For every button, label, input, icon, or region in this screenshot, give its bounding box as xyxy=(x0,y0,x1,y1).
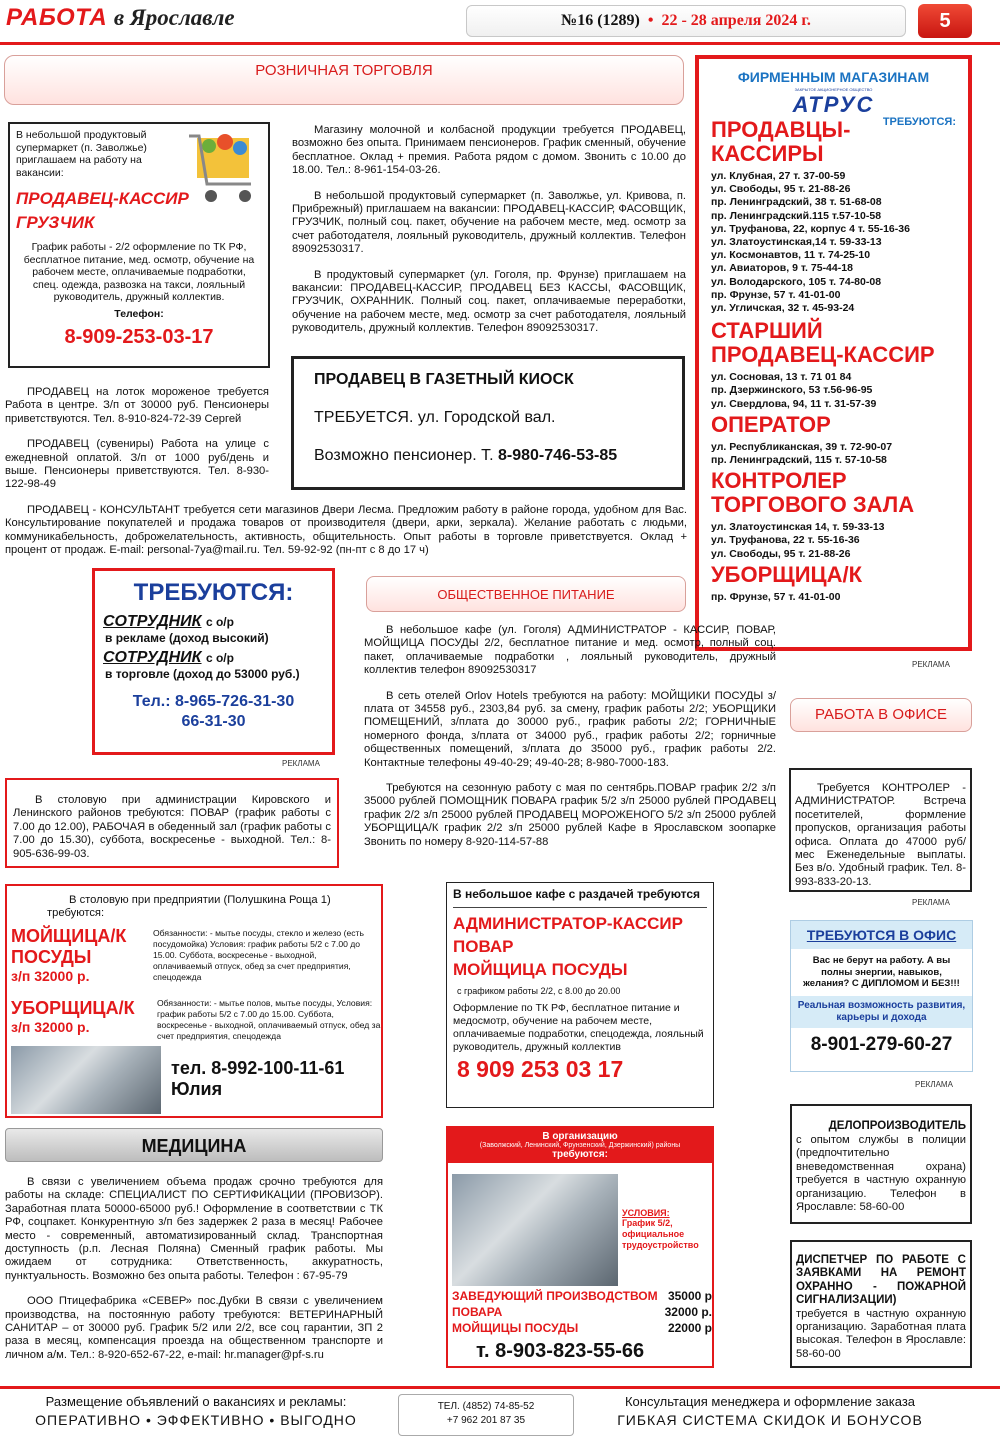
kitchen-photo xyxy=(11,1046,161,1114)
reklama-label: РЕКЛАМА xyxy=(912,898,950,907)
office-phone: 8-901-279-60-27 xyxy=(810,1033,953,1055)
atrus-group xyxy=(711,469,956,561)
ad-clerk: ДЕЛОПРОИЗВОДИТЕЛЬ с опытом службы в полиции (предпочтительно вневедомственная охрана) требуется в частную охранную организацию. Телефон в Ярославле: 58-60-00 xyxy=(790,1104,972,1224)
ad-cafe-gogol: В небольшое кафе (ул. Гоголя) АДМИНИСТРАТОР - КАССИР, ПОВАР, МОЙЩИЦА ПОСУДЫ 2/2, бесплатное питание и мед. осмотр, полный соц. пакет, оплачиваемые подработки , лояльный руководитель, дружный коллектив телефон 89092530317 xyxy=(364,624,776,677)
atrus-address: ул. Республиканская, 39 т. 72-90-07 xyxy=(711,440,893,453)
footer: Размещение объявлений о вакансиях и рекламы: ОПЕРАТИВНО • ЭФФЕКТИВНО • ВЫГОДНО ТЕЛ. (4852) 74-85-52 +7 962 201 87 35 Консультация менеджера и оформление заказа ГИБКАЯ СИСТЕМА СКИДОК И БОНУСОВ xyxy=(0,1386,1000,1440)
wanted-phone-1: Тел.: 8-965-726-31-30 xyxy=(132,693,295,710)
atrus-group-title: УБОРЩИЦА/К xyxy=(711,561,863,587)
reklama-label: РЕКЛАМА xyxy=(912,660,950,669)
atrus-address: пр. Дзержинского, 53 т.56-96-95 xyxy=(711,384,873,397)
atrus-group-title: СТАРШИЙ ПРОДАВЕЦ-КАССИР xyxy=(711,318,935,368)
cooks-photo xyxy=(452,1174,618,1286)
ad-kirov-canteen: В столовую при администрации Кировского и Ленинского районов требуются: ПОВАР (график работы с 7.00 до 12.00), РАБОЧАЯ в обеденный зал (график работы с 7.00 до 15.30), суббота, воскресенье - выходной. Тел.: 8-905-636-99-03. xyxy=(5,778,339,868)
atrus-group xyxy=(711,563,956,604)
atrus-address: ул. Клубная, 27 т. 37-00-59 xyxy=(711,170,846,182)
atrus-group-title: ОПЕРАТОР xyxy=(711,411,831,437)
atrus-address: ул. Сосновая, 13 т. 71 01 84 xyxy=(711,371,852,384)
small-cafe-phone: 8 909 253 03 17 xyxy=(457,1056,624,1082)
org-phone: т. 8-903-823-55-66 xyxy=(476,1340,645,1362)
ad-supermarket-2: В небольшой продуктовый супермаркет (п. Заволжье, ул. Кривова, п. Прибрежный) приглашаем на вакансии: ПРОДАВЕЦ-КАССИР, ФАСОВЩИК, ГРУЗЧИК, полный соц. пакет, обучение на рабочем месте, мед. осмотр за счет работодателя, лояльный руководитель, дружный коллектив. Телефон 89092530317. xyxy=(292,189,686,256)
ad-dispatch: ДИСПЕТЧЕР ПО РАБОТЕ С ЗАЯВКАМИ НА РЕМОНТ ОХРАННО - ПОЖАРНОЙ СИГНАЛИЗАЦИИ) требуется в частную охранную организацию. Заработная плата высокая. Телефон в Ярославле: 58-60-00 xyxy=(790,1240,972,1368)
wanted-row-2: СОТРУДНИК с о/р xyxy=(103,649,234,666)
wanted-title: ТРЕБУЮТСЯ: xyxy=(133,579,294,606)
phone-label: Телефон: xyxy=(114,307,164,320)
ad-kiosk xyxy=(291,356,685,490)
reklama-label: РЕКЛАМА xyxy=(915,1080,953,1089)
masthead-rule xyxy=(0,42,1000,45)
atrus-address: ул. Свердлова, 94, 11 т. 31-57-39 xyxy=(711,397,877,410)
atrus-group xyxy=(711,413,956,467)
retail-left-column xyxy=(5,386,269,504)
phone: 8-909-253-03-17 xyxy=(64,325,214,348)
atrus-group-title: КОНТРОЛЕР ТОРГОВОГО ЗАЛА xyxy=(711,468,915,518)
atrus-logo: ЗАКРЫТОЕ АКЦИОНЕРНОЕ ОБЩЕСТВО АТРУС xyxy=(792,87,875,117)
cart-icon xyxy=(185,128,263,208)
atrus-group xyxy=(711,319,956,411)
ad-wanted: ТРЕБУЮТСЯ: СОТРУДНИК с о/р в рекламе (доход высокий) СОТРУДНИК с о/р в торговле (доход до 53000 руб.) Тел.: 8-965-726-31-30 66-31-30 xyxy=(92,568,335,755)
atrus-group xyxy=(711,118,956,315)
section-food: ОБЩЕСТВЕННОЕ ПИТАНИЕ xyxy=(366,576,686,612)
ad-lesma: ПРОДАВЕЦ - КОНСУЛЬТАНТ требуется сети магазинов Двери Лесма. Предложим работу в районе города, удобном для Вас. Консультирование покупателей и продажа товаров от производителя (двери, арки, зеркала). Желание работать с людьми, коммуникабельность, доброжелательность, активность, общительность. Опыт работы в торговле приветствуется. Оклад + процент от продаж. E-mail: personal-7ya@mail.ru. Тел. 59-92-92 (пн-пт с 8 до 17 ч) xyxy=(5,504,687,557)
atrus-logo-text: АТРУС xyxy=(792,92,875,117)
atrus-address: ул. Златоустинская 14, т. 59-33-13 xyxy=(711,521,885,534)
ad-provisor: В связи с увеличением объема продаж срочно требуются для работы на складе: СПЕЦИАЛИСТ ПО СЕРТИФИКАЦИИ (ПРОВИЗОР). Заработная плата 50000-65000 руб.! Оформление в соответствии с ТК РФ, соцпакет. Конкурентную з/п без задержек 2 раза в месяц! Рабочее место - современный, автоматизированный склад. Транспортная доступность (р.п. Лесная Поляна) Сменный график работы. Мы ожидаем от сотрудника: Ответственность, аккуратность, пунктуальность. Возможно без опыта работы. Телефон : 67-95-79 xyxy=(5,1176,383,1282)
ad-body: График работы - 2/2 оформление по ТК РФ, бесплатное питание, мед. осмотр, обучение на рабочем месте, оплачиваемые подработки, спец. одежда, развозка на такси, лояльный руководитель, дружный коллектив. xyxy=(23,241,255,303)
atrus-address: пр. Ленинградский, 115 т. 57-10-58 xyxy=(711,454,887,467)
canteen-phone: тел. 8-992-100-11-61 xyxy=(171,1058,345,1078)
vacancy-cashier: ПРОДАВЕЦ-КАССИР xyxy=(16,189,189,208)
atrus-address: ул. Авиаторов, 9 т. 75-44-18 xyxy=(711,262,853,275)
ad-sever: ООО Птицефабрика «СЕВЕР» пос.Дубки В связи с увеличением производства, на постоянную работу требуются: ВЕТЕРИНАРНЫЙ САНИТАР – от 30000 руб. График 5/2 или 2/2, все соц гарантии, ЗП 2 раза в месяц, компенсация проезда на общественном транспорте и личном а/м. Тел.: 8-920-652-67-22, e-mail: hr.manager@pf-s.ru xyxy=(5,1295,383,1361)
issue-bar: №16 (1289) • 22 - 28 апреля 2024 г. xyxy=(466,5,906,37)
medicine-column xyxy=(5,1176,383,1374)
ad-small-cafe: В небольшое кафе с раздачей требуются АДМИНИСТРАТОР-КАССИР ПОВАР МОЙЩИЦА ПОСУДЫ с графиком работы 2/2, с 8.00 до 20.00 Оформление по ТК РФ, бесплатное питание и медосмотр, обучение на рабочем месте, оплачиваемые подработки, спецодежда, лояльный руководитель, дружный коллектив 8 909 253 03 17 xyxy=(446,882,714,1108)
atrus-header: ФИРМЕННЫМ МАГАЗИНАМ xyxy=(737,69,930,85)
atrus-address: ул. Златоустинская,14 т. 59-33-13 xyxy=(711,236,882,249)
atrus-address: пр. Ленинградский.115 т.57-10-58 xyxy=(711,209,882,222)
ad-season: Требуются на сезонную работу с мая по сентябрь.ПОВАР график 2/2 з/п 35000 рублей ПОМОЩНИК ПОВАРА график 5/2 з/п 25000 рублей ПРОДАВЕЦ график 2/2 з/п 25000 рублей ПРОДАВЕЦ МОРОЖЕНОГО 5/2 з/п 25000 рублей УБОРЩИЦА/К график 2/2 з/п 25000 рублей Кафе в Ярославском зоопарке Звонить по номеру 8-920-114-57-88 xyxy=(364,782,776,848)
ad-office: ТРЕБУЮТСЯ В ОФИС Вас не берут на работу. А вы полны энергии, навыков, желания? С ДИПЛОМОМ И БЕЗ!!! Реальная возможность развития, карьеры и дохода 8-901-279-60-27 xyxy=(790,920,973,1072)
section-medicine: МЕДИЦИНА xyxy=(5,1128,383,1162)
atrus-address: ул. Володарского, 105 т. 74-80-08 xyxy=(711,275,882,288)
reklama-label: РЕКЛАМА xyxy=(282,759,320,768)
ad-canteen: В столовую при предприятии (Полушкина Роща 1) требуются: МОЙЩИЦА/К ПОСУДЫ з/п 32000 р. Обязанности: - мытье посуды, стекло и железо (есть посудомойка) Условия: график работы 5/2 с 7.00 до 15.00. Суббота, воскресенье - выходной, оплачиваемый отпуск, обед за счет предприятия, спецодежда УБОРЩИЦА/К з/п 32000 р. Обязанности: - мытье полов, мытье посуды, Условия: график работы 5/2 с 7.00 до 15.00. Суббота, воскресенье - выходной, оплачиваемый отпуск, обед за счет предприятия, спецодежда тел. 8-992-100-11-61 Юлия xyxy=(5,884,383,1118)
atrus-address: ул. Угличская, 32 т. 45-93-24 xyxy=(711,302,855,315)
ad-milk: Магазину молочной и колбасной продукции требуется ПРОДАВЕЦ, возможно без опыта. Принимаем пенсионеров. График сменный, обучение бесплатное. Оклад + премия. Работа рядом с домом. Звонить с 10.00 до 18.00. Тел.: 8-961-154-03-26. xyxy=(292,124,686,177)
ad-orlov: В сеть отелей Orlov Hotels требуются на работу: МОЙЩИКИ ПОСУДЫ з/плата от 34558 руб., 2303,84 руб. за смену, график работы 2/2; УБОРЩИКИ ПОМЕЩЕНИЙ, з/плата до 30000 руб., график работы 2/2; ГОРНИЧНЫЕ номерного фонда, з/плата от 34000 руб., график работы 2/2; горничные общественных помещений, з/плата до 35000 руб., график работы 2/2. Контактные телефоны 49-40-29; 49-40-28; 8-980-7000-183. xyxy=(364,689,776,769)
atrus-address: ул. Свободы, 95 т. 21-88-26 xyxy=(711,183,851,196)
atrus-address: пр. Фрунзе, 57 т. 41-01-00 xyxy=(711,288,841,301)
kiosk-line3: Возможно пенсионер. Т. 8-980-746-53-85 xyxy=(314,447,618,464)
masthead-logo: РАБОТА в Ярославле xyxy=(6,4,235,31)
wanted-phone-2: 66-31-30 xyxy=(181,713,246,730)
atrus-groups xyxy=(711,118,956,604)
section-retail: РОЗНИЧНАЯ ТОРГОВЛЯ xyxy=(4,55,684,105)
masthead xyxy=(0,0,1000,48)
kiosk-title: ПРОДАВЕЦ В ГАЗЕТНЫЙ КИОСК xyxy=(314,371,574,388)
food-column xyxy=(364,624,776,861)
kiosk-line2: ТРЕБУЕТСЯ. ул. Городской вал. xyxy=(314,409,556,426)
ad-controller: Требуется КОНТРОЛЕР - АДМИНИСТРАТОР. Встреча посетителей, формление пропусков, организация работы офиса. Оплата до 47000 руб/мес Еженедельные выплаты. Без в/о. Удобный график. Тел. 8-993-833-20-13. xyxy=(789,768,972,892)
issue-dates: 22 - 28 апреля 2024 г. xyxy=(661,12,811,29)
ad-intro: В небольшой продуктовый супермаркет (п. Заволжье) приглашаем на работу на вакансии: xyxy=(16,129,147,179)
retail-ads-column xyxy=(292,124,686,348)
vacancy-loader: ГРУЗЧИК xyxy=(16,213,95,232)
ad-supermarket xyxy=(8,122,270,368)
ad-gogol: В продуктовый супермаркет (ул. Гоголя, пр. Фрунзе) приглашаем на вакансии: ПРОДАВЕЦ-КАССИР, ПРОДАВЕЦ БЕЗ КАССЫ, ФАСОВЩИК, ГРУЗЧИК, ОХРАННИК. Полный соц. пакет, оплачиваемые переработки, обучение на рабочем месте, мед. осмотр за счет работодателя, лояльный руководитель, дружный коллектив. Телефон 89092530317. xyxy=(292,268,686,335)
issue-number: №16 (1289) xyxy=(561,12,640,29)
ad-souvenir: ПРОДАВЕЦ (сувениры) Работа на улице с ежедневной оплатой. З/п от 1000 руб/день и выше. Пенсионеры приветствуются. Тел. 8-930-122-98-49 xyxy=(5,438,269,491)
section-office: РАБОТА В ОФИСЕ xyxy=(790,698,972,732)
atrus-address: ул. Труфанова, 22, корпус 4 т. 55-16-36 xyxy=(711,222,910,235)
ad-atrus xyxy=(695,55,972,651)
atrus-address: пр. Ленинградский, 38 т. 51-68-08 xyxy=(711,196,882,209)
atrus-group-title: ПРОДАВЦЫ-КАССИРЫ xyxy=(711,117,851,166)
atrus-required: ТРЕБУЮТСЯ: xyxy=(882,116,956,128)
ad-icecream: ПРОДАВЕЦ на лоток мороженое требуется Работа в центре. З/п от 30000 руб. Пенсионеры приветствуются. Тел. 8-910-824-72-39 Сергей xyxy=(5,386,269,425)
atrus-address: ул. Свободы, 95 т. 21-88-26 xyxy=(711,547,851,560)
page-number: 5 xyxy=(918,4,972,38)
atrus-address: ул. Космонавтов, 11 т. 74-25-10 xyxy=(711,249,871,262)
atrus-address: ул. Труфанова, 22 т. 55-16-36 xyxy=(711,534,860,547)
atrus-address: пр. Фрунзе, 57 т. 41-01-00 xyxy=(711,590,841,603)
wanted-row-1: СОТРУДНИК с о/р xyxy=(103,613,234,630)
ad-organization: В организацию (Заволжский, Ленинский, Фрунзенский, Дзержинский) районы требуются: УСЛОВИЯ: График 5/2, официальное трудоустройство ЗАВЕДУЮЩИЙ ПРОИЗВОДСТВОМ 35000 р ПОВАРА 32000 р. МОЙЩИЦЫ ПОСУДЫ 22000 р т. 8-903-823-55-66 xyxy=(446,1126,714,1368)
